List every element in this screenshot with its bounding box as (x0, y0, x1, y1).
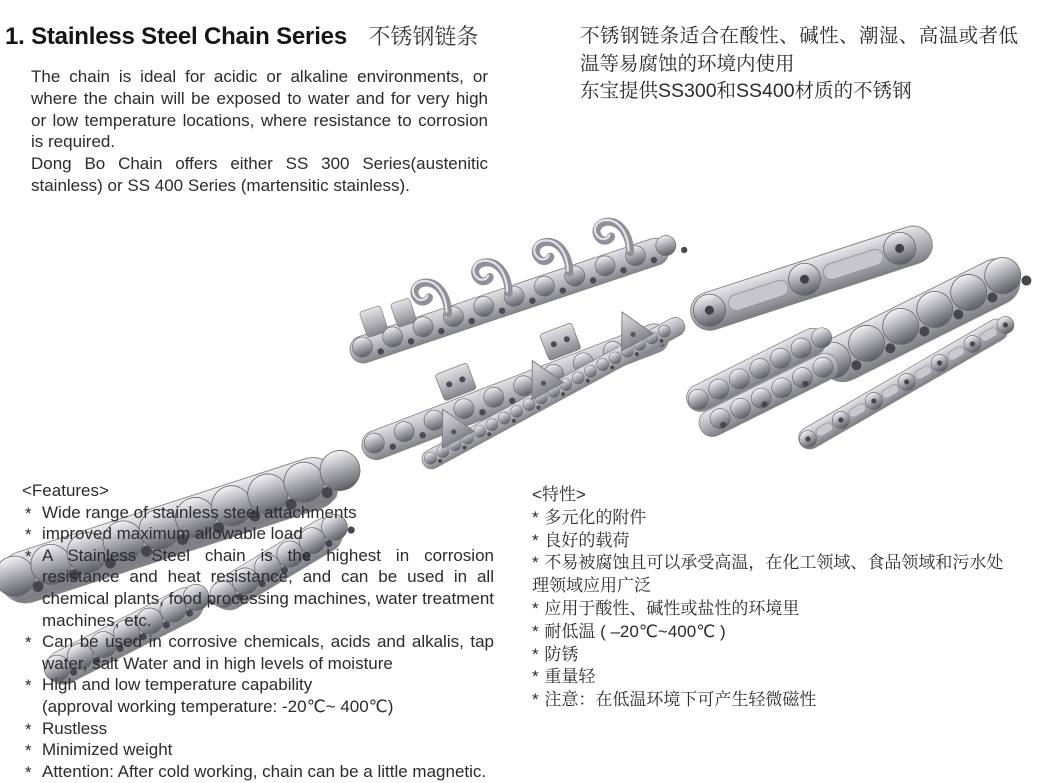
roller-chain-illustration (0, 218, 345, 470)
feature-text: 注意：在低温环境下可产生轻微磁性 (544, 690, 817, 710)
page-title-english: 1. Stainless Steel Chain Series (5, 23, 347, 50)
feature-item-zh (532, 689, 1016, 712)
feature-text: Minimized weight (42, 740, 173, 760)
feature-item-en (22, 739, 494, 761)
feature-text: A Stainless Steel chain is the highest in corrosion resistance and heat resistance, and can be used in all chemical plants, food processing machines, water treatment machines, etc. (42, 545, 494, 630)
features-en-list (22, 502, 494, 783)
intro-zh-paragraph-1: 不锈钢链条适合在酸性、碱性、潮湿、高温或者低温等易腐蚀的环境内使用 (580, 25, 1018, 75)
feature-text: Attention: After cold working, chain can be a little magnetic. (42, 761, 487, 781)
page-title (5, 20, 478, 51)
bullet-marker: * (25, 719, 32, 739)
roller-chain-photo (0, 218, 345, 470)
intro-chinese (580, 23, 1018, 106)
conveyor-chain-photo (688, 215, 1043, 473)
feature-text: improved maximum allowable load (42, 524, 303, 544)
features-zh-list (532, 507, 1016, 712)
bullet-marker: * (532, 598, 539, 618)
feature-text: Wide range of stainless steel attachments (42, 502, 357, 522)
feature-text: 耐低温 ( –20℃~400℃ ) (544, 621, 726, 641)
bullet-marker: * (532, 553, 539, 573)
features-en-heading: <Features> (22, 481, 109, 500)
intro-en-paragraph-1: The chain is ideal for acidic or alkaline environments, or where the chain will be exposed to water and for very high or low temperature locations, where resistance to corrosion is required. (31, 67, 488, 152)
feature-item-en (22, 631, 494, 674)
intro-english (31, 66, 488, 197)
bullet-marker: * (25, 503, 32, 523)
page-title-chinese: 不锈钢链条 (368, 24, 479, 49)
feature-note: (approval working temperature: -20℃~ 400℃) (42, 696, 394, 716)
feature-item-en (22, 674, 494, 717)
feature-text: High and low temperature capability (42, 675, 313, 695)
bullet-marker: * (25, 633, 32, 653)
feature-item-en (22, 545, 494, 631)
feature-text: 重量轻 (544, 667, 596, 687)
features-zh-heading: <特性> (532, 485, 586, 504)
bullet-marker: * (532, 621, 539, 641)
feature-item-en (22, 523, 494, 545)
feature-item-zh (532, 507, 1016, 530)
feature-text: 不易被腐蚀且可以承受高温，在化工领域、食品领域和污水处理领域应用广泛 (532, 553, 1004, 596)
feature-item-zh (532, 598, 1016, 621)
bullet-marker: * (532, 667, 539, 687)
feature-item-zh (532, 530, 1016, 553)
bullet-marker: * (25, 762, 32, 782)
feature-text: 应用于酸性、碱性或盐性的环境里 (544, 598, 800, 618)
bullet-marker: * (532, 530, 539, 550)
feature-text: Rustless (42, 718, 108, 738)
feature-item-zh (532, 666, 1016, 689)
feature-item-en (22, 761, 494, 783)
feature-item-en (22, 718, 494, 740)
bullet-marker: * (25, 546, 32, 566)
bullet-marker: * (25, 676, 32, 696)
feature-item-en (22, 502, 494, 524)
bullet-marker: * (25, 741, 32, 761)
features-chinese (532, 484, 1016, 712)
bullet-marker: * (532, 644, 539, 664)
feature-item-zh (532, 621, 1016, 644)
features-english (22, 480, 494, 782)
bullet-marker: * (25, 525, 32, 545)
bullet-marker: * (532, 690, 539, 710)
intro-zh-paragraph-2: 东宝提供SS300和SS400材质的不锈钢 (580, 80, 912, 102)
feature-text: 良好的载荷 (544, 530, 630, 550)
feature-text: 多元化的附件 (544, 507, 647, 527)
feature-text: Can be used in corrosive chemicals, acids and alkalis, tap water, salt Water and in high levels of moisture (42, 632, 494, 673)
attachment-chain-photo (345, 213, 685, 475)
feature-item-zh (532, 644, 1016, 667)
feature-item-zh (532, 552, 1016, 598)
attachment-chain-illustration (345, 213, 685, 475)
feature-text: 防锈 (544, 644, 579, 664)
conveyor-chain-illustration (688, 215, 1043, 473)
intro-en-paragraph-2: Dong Bo Chain offers either SS 300 Series(austenitic stainless) or SS 400 Series (martensitic stainless). (31, 154, 488, 195)
bullet-marker: * (532, 507, 539, 527)
